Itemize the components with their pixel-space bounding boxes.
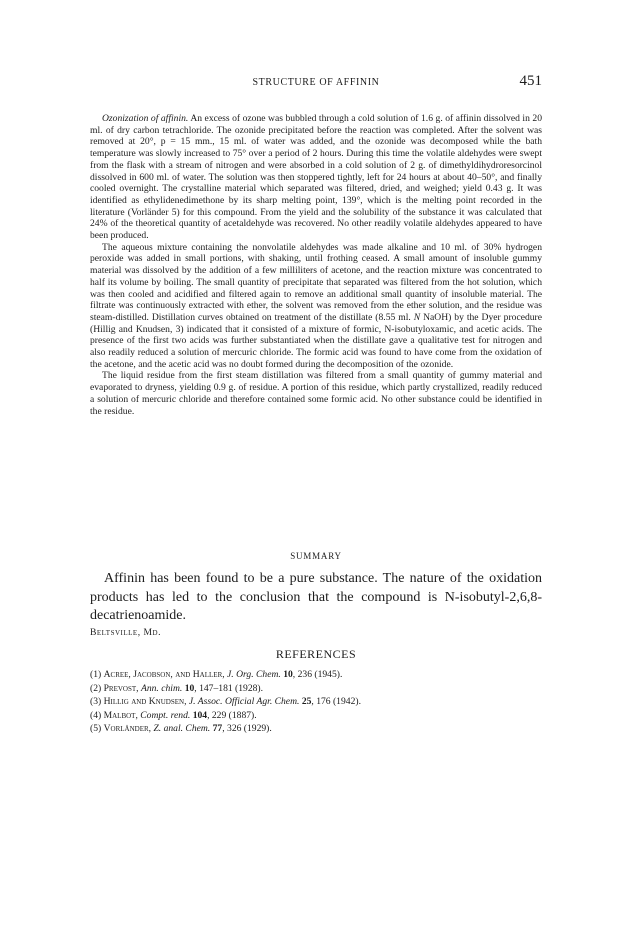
normality-symbol: N [413, 311, 421, 323]
references-heading: REFERENCES [275, 647, 357, 661]
reference-journal: J. Org. Chem. [227, 669, 281, 680]
references-list [90, 668, 542, 736]
reference-authors: Vorländer, [103, 723, 152, 734]
reference-number: (5) [90, 723, 104, 734]
reference-authors: Prevost, [103, 682, 139, 694]
paragraph-text: An excess of ozone was bubbled through a cold solution of 1.6 g. of affinin dissolved in 20 ml. of dry carbon tetrachloride. The ozonide precipitated before the reaction was completed. After the solvent was removed at 20°, p = 15 mm., 15 ml. of water was added, and the ozonide was decomposed while the bath temperature was slowly increased to 75° over a period of 2 hours. During this time the volatile aldehydes were swept from the flask with a stream of nitrogen and were absorbed in a cold solution of 2 g. of dimethyldihydroresorcinol dissolved in 600 ml. of water. The solution was then stoppered tightly, left for 24 hours at about 40–50°, and finally cooled overnight. The crystalline material which separated was filtered, dried, and weighed; yield 0.43 g. It was identified as ethylidenedimethone by its sharp melting point, 139°, which is the melting point recorded in the literature (Vorländer 5) for this compound. From the yield and the solubility of the substance it was calculated that 24% of the theoretical quantity of acetaldehyde was recovered. No other readily volatile aldehydes appeared to have been produced. [90, 113, 542, 242]
reference-item [90, 722, 542, 736]
reference-pages-year: , 236 (1945). [292, 669, 343, 680]
reference-volume: 10 [283, 669, 293, 680]
running-title: STRUCTURE OF AFFININ [252, 77, 380, 88]
reference-volume: 25 [301, 696, 312, 707]
reference-pages-year: , 176 (1942). [311, 696, 361, 707]
reference-authors: Malbot, [103, 709, 138, 721]
reference-pages-year: , 147–181 (1928). [194, 682, 264, 694]
author-location: Beltsville, Md. [90, 627, 161, 638]
page-number: 451 [519, 73, 542, 89]
paragraph-text: NaOH) by the Dyer procedure (Hillig and Knudsen, 3) indicated that it consisted of a mixture of formic, N-isobutyloxamic, and acetic acids. The presence of the first two acids was further substantiated when the distillate gave a qualitative test for nitrogen and also readily reduced a solution of mercuric chloride. The formic acid was found to have come from the oxidation of the acetone, and the acetic acid was no doubt formed during the decomposition of the ozonide. [90, 311, 543, 370]
reference-pages-year: , 229 (1887). [207, 709, 257, 721]
reference-item [90, 668, 542, 682]
reference-item [90, 709, 542, 723]
reference-authors: Acree, Jacobson, and Haller, [103, 669, 225, 680]
reference-journal: Z. anal. Chem. [153, 723, 211, 734]
summary-paragraph: Affinin has been found to be a pure substance. The nature of the oxidation products has led to the conclusion that the compound is N-isobutyl-2,6,8-decatrienoamide. [90, 571, 542, 623]
reference-volume: 10 [184, 682, 195, 694]
reference-number: (2) [90, 682, 104, 694]
reference-item [90, 682, 542, 696]
reference-journal: J. Assoc. Official Agr. Chem. [188, 696, 300, 707]
reference-pages-year: , 326 (1929). [222, 723, 272, 734]
reference-journal: Ann. chim. [140, 682, 183, 694]
running-head [90, 73, 542, 91]
paragraph-run-in-heading: Ozonization of affinin. [102, 113, 189, 124]
reference-number: (4) [90, 709, 104, 721]
summary-heading: SUMMARY [290, 551, 342, 561]
reference-authors: Hillig and Knudsen, [103, 696, 187, 707]
reference-journal: Compt. rend. [140, 709, 191, 721]
paragraph-text: The aqueous mixture containing the nonvolatile aldehydes was made alkaline and 10 ml. of 30% hydrogen peroxide was added in small portions, with shaking, until frothing ceased. A small amount of insoluble gummy material was dissolved by the addition of a few milliliters of acetone, and the reaction mixture was concentrated to half its volume by boiling. The small quantity of precipitate that separated was filtered from the hot solution, which was then cooled and acidified and filtered again to remove an additional small quantity of insoluble material. The filtrate was continuously extracted with ether, the solvent was removed from the ether solution, and the residue was steam-distilled. Distillation curves obtained on treatment of the distillate (8.55 ml. [90, 241, 542, 323]
reference-volume: 77 [212, 723, 223, 734]
paragraph-liquid-residue: The liquid residue from the first steam distillation was filtered from a small quantity of gummy material and evaporated to dryness, yielding 0.9 g. of residue. A portion of this residue, which partly crystallized, readily reduced a solution of mercuric chloride and therefore contained some formic acid. No other substance could be identified in the residue. [90, 370, 542, 417]
reference-volume: 104 [192, 709, 208, 721]
body-text [90, 113, 542, 417]
paragraph-ozonization [90, 113, 542, 242]
paragraph-aqueous-mixture [90, 242, 542, 371]
reference-number: (3) [90, 696, 104, 707]
reference-item [90, 695, 542, 709]
reference-number: (1) [90, 669, 104, 680]
summary-text [90, 570, 542, 626]
